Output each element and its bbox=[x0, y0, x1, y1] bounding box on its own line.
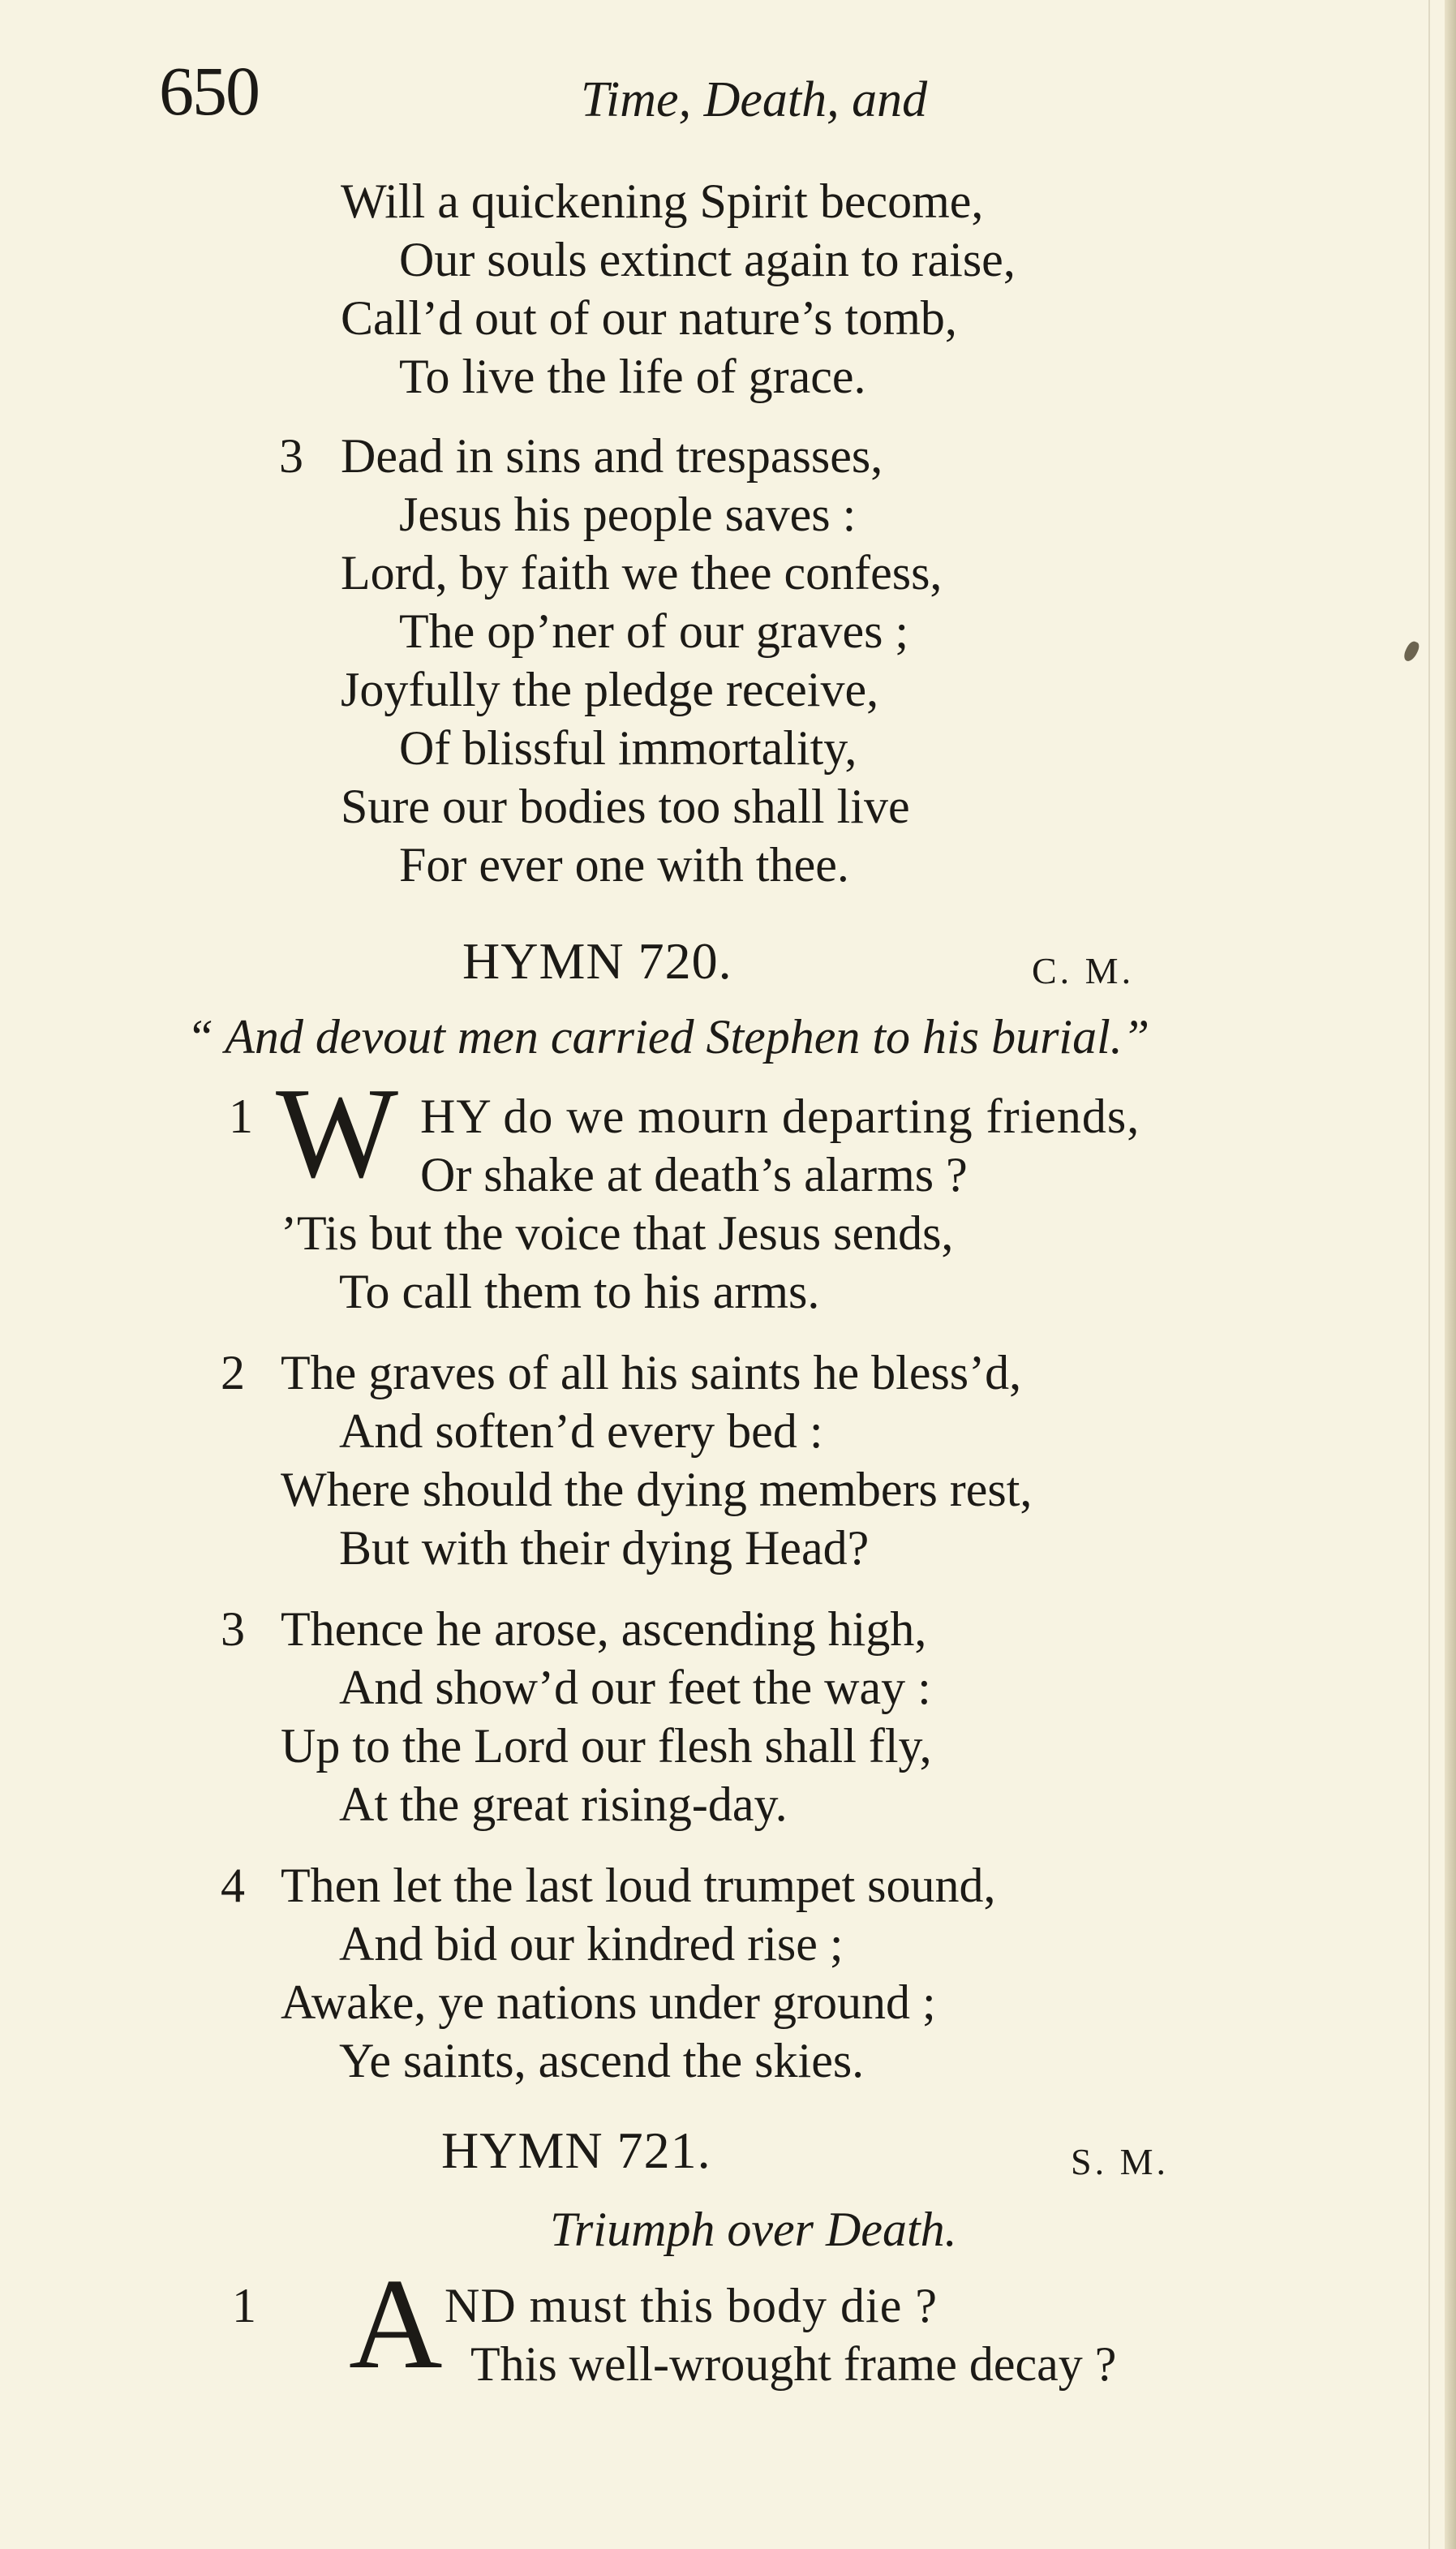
verse-line: Then let the last loud trumpet sound, bbox=[281, 1859, 996, 1912]
verse-line: Jesus his people saves : bbox=[399, 488, 857, 541]
drop-cap: W bbox=[276, 1060, 399, 1205]
hymn-720-heading: HYMN 720. bbox=[462, 932, 732, 990]
verse-line: Awake, ye nations under ground ; bbox=[281, 1975, 936, 2029]
verse-line: Ye saints, ascend the skies. bbox=[339, 2034, 865, 2087]
page-number: 650 bbox=[159, 52, 259, 130]
verse-line: Joyfully the pledge receive, bbox=[341, 663, 879, 716]
running-title: Time, Death, and bbox=[581, 72, 928, 127]
stanza-number: 3 bbox=[279, 429, 303, 483]
verse-line: Of blissful immortality, bbox=[399, 721, 857, 775]
verse-line: And show’d our feet the way : bbox=[339, 1661, 931, 1714]
verse-line: To call them to his arms. bbox=[339, 1265, 820, 1318]
verse-line: Or shake at death’s alarms ? bbox=[420, 1148, 968, 1201]
verse-line: Thence he arose, ascending high, bbox=[281, 1602, 927, 1656]
verse-line: At the great rising-day. bbox=[339, 1777, 788, 1831]
verse-line: Up to the Lord our flesh shall fly, bbox=[281, 1719, 932, 1773]
hymn-720-epigraph: “ And devout men carried Stephen to his burial.” bbox=[187, 1010, 1150, 1064]
verse-line: And soften’d every bed : bbox=[339, 1404, 823, 1458]
stanza-number: 4 bbox=[221, 1859, 245, 1912]
hymn-720-meter: C. M. bbox=[1032, 950, 1135, 991]
stanza-number: 2 bbox=[221, 1346, 245, 1399]
verse-line: ND must this body die ? bbox=[445, 2279, 938, 2332]
verse-line: Sure our bodies too shall live bbox=[341, 780, 910, 833]
stanza-number: 3 bbox=[221, 1602, 245, 1656]
verse-line: Dead in sins and trespasses, bbox=[341, 429, 883, 483]
verse-line: Will a quickening Spirit become, bbox=[341, 174, 984, 228]
verse-line: Lord, by faith we thee confess, bbox=[341, 546, 943, 600]
page-edge bbox=[1445, 0, 1456, 2549]
verse-line: Call’d out of our nature’s tomb, bbox=[341, 291, 957, 345]
gutter-shadow bbox=[1428, 0, 1430, 2549]
ink-blot bbox=[1402, 639, 1421, 663]
verse-line: ’Tis but the voice that Jesus sends, bbox=[281, 1206, 954, 1260]
verse-line: But with their dying Head? bbox=[339, 1521, 870, 1575]
hymn-721-subtitle: Triumph over Death. bbox=[550, 2203, 957, 2256]
stanza-number: 1 bbox=[232, 2279, 256, 2332]
verse-line: The graves of all his saints he bless’d, bbox=[281, 1346, 1022, 1399]
verse-line: The op’ner of our graves ; bbox=[399, 604, 909, 658]
hymn-721-meter: S. M. bbox=[1071, 2141, 1169, 2182]
verse-line: Our souls extinct again to raise, bbox=[399, 233, 1016, 286]
drop-cap: A bbox=[349, 2251, 443, 2396]
verse-line: This well-wrought frame decay ? bbox=[470, 2337, 1117, 2391]
stanza-number: 1 bbox=[229, 1090, 253, 1143]
verse-line: And bid our kindred rise ; bbox=[339, 1917, 844, 1971]
hymn-721-heading: HYMN 721. bbox=[441, 2121, 711, 2179]
verse-line: To live the life of grace. bbox=[399, 350, 866, 403]
verse-line: HY do we mourn departing friends, bbox=[420, 1090, 1140, 1143]
verse-line: For ever one with thee. bbox=[399, 838, 849, 892]
verse-line: Where should the dying members rest, bbox=[281, 1463, 1033, 1516]
